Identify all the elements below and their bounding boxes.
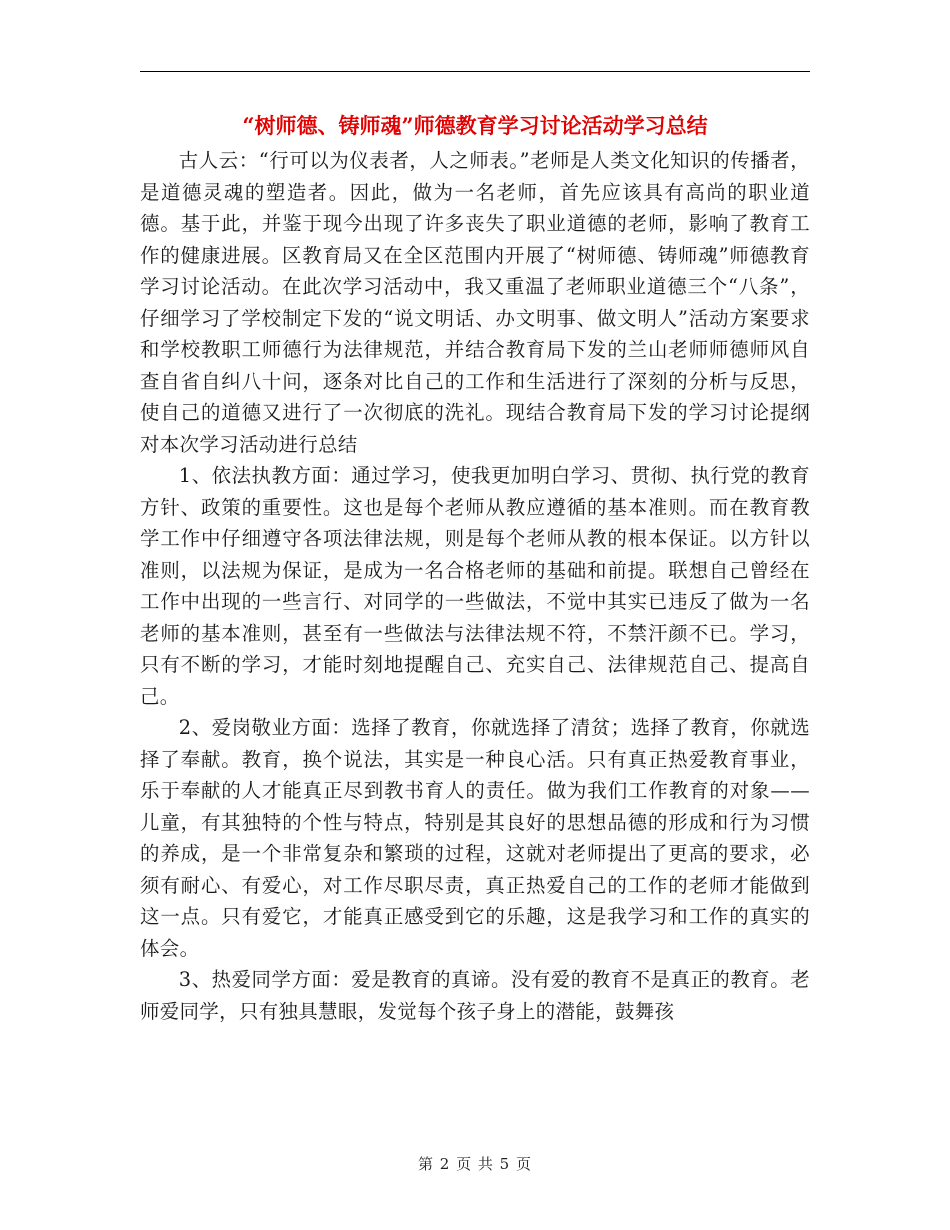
page-footer: 第 2 页 共 5 页	[418, 1155, 532, 1173]
paragraph-law-teaching: 1、依法执教方面：通过学习，使我更加明白学习、贯彻、执行党的教育方针、政策的重要性。这也是每个老师从教应遵循的基本准则。而在教育教学工作中仔细遵守各项法律法规，则是每个老师从教的根本保证。以方针以准则，以法规为保证，是成为一名合格老师的基础和前提。联想自己曾经在工作中出现的一些言行、对同学的一些做法，不觉中其实已违反了做为一名老师的基本准则，甚至有一些做法与法律法规不符，不禁汗颜不已。学习，只有不断的学习，才能时刻地提醒自己、充实自己、法律规范自己、提高自己。	[140, 464, 810, 708]
paragraph-intro: 古人云：“行可以为仪表者，人之师表。”老师是人类文化知识的传播者，是道德灵魂的塑造者。因此，做为一名老师，首先应该具有高尚的职业道德。基于此，并鉴于现今出现了许多丧失了职业道德的老师，影响了教育工作的健康进展。区教育局又在全区范围内开展了“树师德、铸师魂”师德教育学习讨论活动。在此次学习活动中，我又重温了老师职业道德三个“八条”，仔细学习了学校制定下发的“说文明话、办文明事、做文明人”活动方案要求和学校教职工师德行为法律规范，并结合教育局下发的兰山老师师德师风自查自省自纠八十问，逐条对比自己的工作和生活进行了深刻的分析与反思，使自己的道德又进行了一次彻底的洗礼。现结合教育局下发的学习讨论提纲对本次学习活动进行总结	[140, 149, 810, 456]
paragraph-love-students: 3、热爱同学方面：爱是教育的真谛。没有爱的教育不是真正的教育。老师爱同学，只有独具慧眼，发觉每个孩子身上的潜能，鼓舞孩	[140, 968, 810, 1023]
paragraph-dedication: 2、爱岗敬业方面：选择了教育，你就选择了清贫；选择了教育，你就选择了奉献。教育，换个说法，其实是一种良心活。只有真正热爱教育事业，乐于奉献的人才能真正尽到教书育人的责任。做为我们工作教育的对象——儿童，有其独特的个性与特点，特别是其良好的思想品德的形成和行为习惯的养成，是一个非常复杂和繁琐的过程，这就对老师提出了更高的要求，必须有耐心、有爱心，对工作尽职尽责，真正热爱自己的工作的老师才能做到这一点。只有爱它，才能真正感受到它的乐趣，这是我学习和工作的真实的体会。	[140, 716, 810, 960]
header-rule	[140, 71, 810, 72]
document-body	[140, 145, 810, 1027]
document-title: “树师德、铸师魂”师德教育学习讨论活动学习总结	[242, 113, 708, 138]
